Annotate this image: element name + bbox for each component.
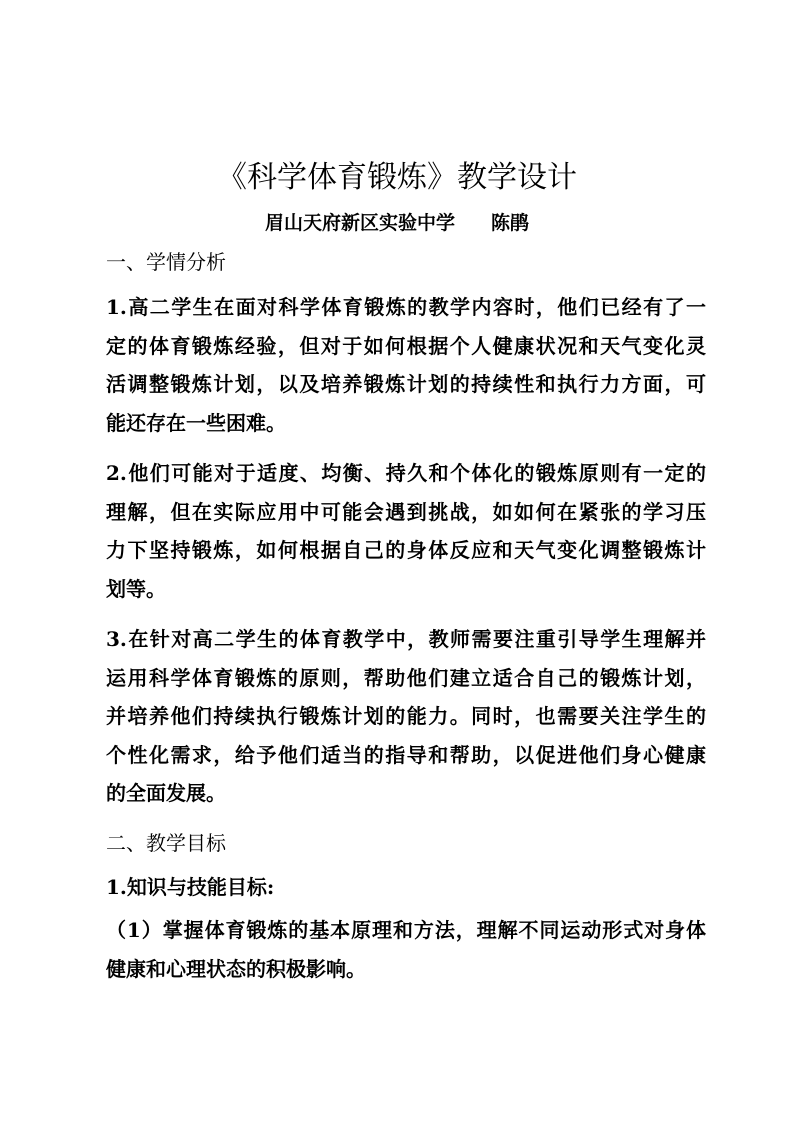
paragraph-line: 3.在针对高二学生的体育教学中，教师需要注重引导学生理解并 [106, 627, 706, 651]
paragraph-line: 2.他们可能对于适度、均衡、持久和个体化的锻炼原则有一定的 [106, 461, 706, 485]
paragraph-line: 能还存在一些困难。 [106, 410, 286, 435]
author-school: 眉山天府新区实验中学 [264, 212, 455, 234]
paragraph-3 [106, 620, 706, 813]
section-heading-objectives: 二、教学目标 [106, 831, 226, 855]
paragraph-line: 的全面发展。 [106, 781, 226, 805]
section-heading-analysis: 一、学情分析 [106, 250, 226, 274]
paragraph-line: 个性化需求，给予他们适当的指导和帮助，以促进他们身心健康 [106, 742, 706, 767]
paragraph-line: 健康和心理状态的积极影响。 [106, 956, 366, 981]
paragraph-2 [106, 454, 706, 608]
paragraph-line: 运用科学体育锻炼的原则，帮助他们建立适合自己的锻炼计划， [106, 665, 706, 690]
document-title: 《科学体育锻炼》教学设计 [217, 160, 577, 195]
author-name: 陈鹃 [491, 212, 530, 234]
paragraph-objective-heading [106, 868, 706, 907]
paragraph-line: 理解，但在实际应用中可能会遇到挑战，如如何在紧张的学习压 [106, 499, 706, 524]
author-line [0, 208, 794, 238]
paragraph-line: 力下坚持锻炼，如何根据自己的身体反应和天气变化调整锻炼计 [106, 538, 706, 562]
paragraph-objective-1 [106, 911, 706, 988]
paragraph-line: 活调整锻炼计划，以及培养锻炼计划的持续性和执行力方面，可 [106, 372, 706, 396]
paragraph-line: 1.高二学生在面对科学体育锻炼的教学内容时，他们已经有了一 [106, 295, 706, 319]
paragraph-line: 并培养他们持续执行锻炼计划的能力。同时，也需要关注学生的 [106, 704, 706, 728]
paragraph-line: 定的体育锻炼经验，但对于如何根据个人健康状况和天气变化灵 [106, 333, 706, 358]
paragraph-line: （1）掌握体育锻炼的基本原理和方法，理解不同运动形式对身体 [106, 918, 706, 942]
paragraph-line: 1.知识与技能目标: [106, 875, 275, 899]
paragraph-line: 划等。 [106, 576, 166, 601]
paragraph-1 [106, 288, 706, 442]
